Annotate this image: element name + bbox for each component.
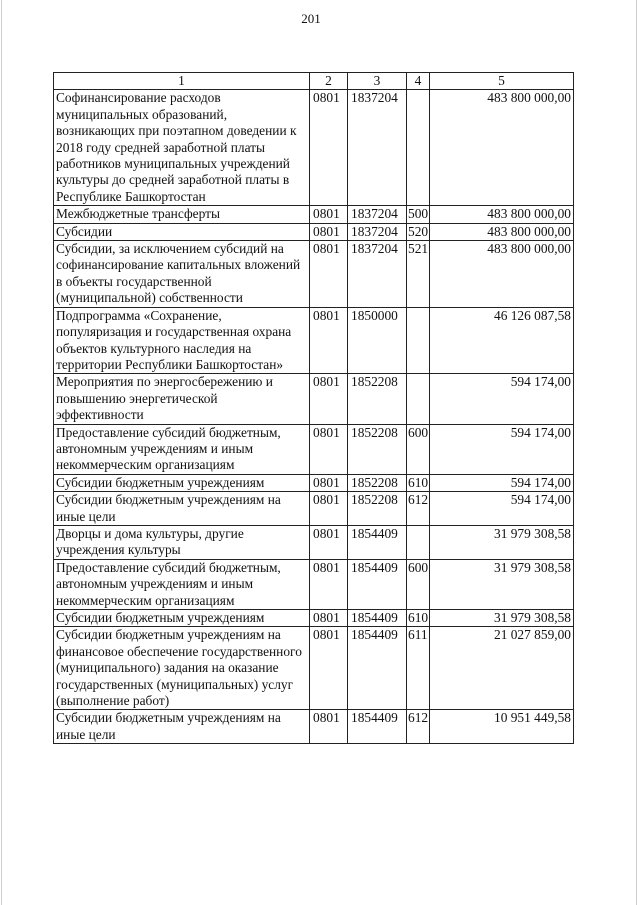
header-cell: 1 [54, 73, 310, 90]
row-expense-type-cell [407, 90, 430, 206]
table-row [54, 559, 574, 609]
row-expense-type-cell: 600 [407, 559, 430, 609]
row-name-cell: Мероприятия по энергосбережению и повышению энергетической эффективности [54, 374, 310, 424]
row-name-cell: Дворцы и дома культуры, другие учреждения культуры [54, 525, 310, 559]
row-target-cell: 1852208 [348, 492, 407, 526]
row-section-cell: 0801 [310, 627, 348, 710]
row-target-cell: 1854409 [348, 710, 407, 744]
row-expense-type-cell: 611 [407, 627, 430, 710]
table-row [54, 424, 574, 474]
row-name-cell: Субсидии бюджетным учреждениям на иные цели [54, 710, 310, 744]
right-scan-edge [636, 0, 637, 905]
row-amount-cell: 594 174,00 [430, 492, 574, 526]
row-name-cell: Предоставление субсидий бюджетным, автономным учреждениям и иным некоммерческим организациям [54, 424, 310, 474]
row-target-cell: 1852208 [348, 374, 407, 424]
row-section-cell: 0801 [310, 492, 348, 526]
row-section-cell: 0801 [310, 474, 348, 491]
table-header-row [54, 73, 574, 90]
row-target-cell: 1852208 [348, 474, 407, 491]
row-target-cell: 1850000 [348, 307, 407, 374]
table-row [54, 307, 574, 374]
row-amount-cell: 21 027 859,00 [430, 627, 574, 710]
row-target-cell: 1854409 [348, 610, 407, 627]
row-name-cell: Субсидии бюджетным учреждениям на иные цели [54, 492, 310, 526]
table-row [54, 525, 574, 559]
row-amount-cell: 46 126 087,58 [430, 307, 574, 374]
row-target-cell: 1837204 [348, 90, 407, 206]
row-expense-type-cell [407, 307, 430, 374]
table-row [54, 610, 574, 627]
left-scan-edge [1, 0, 2, 905]
budget-table [53, 72, 574, 744]
row-name-cell: Субсидии бюджетным учреждениям на финансовое обеспечение государственного (муниципального) задания на оказание государственных (муниципальных) услуг (выполнение работ) [54, 627, 310, 710]
row-target-cell: 1837204 [348, 206, 407, 223]
row-section-cell: 0801 [310, 241, 348, 308]
table-row [54, 710, 574, 744]
row-section-cell: 0801 [310, 610, 348, 627]
row-name-cell: Субсидии, за исключением субсидий на софинансирование капитальных вложений в объекты государственной (муниципальной) собственности [54, 241, 310, 308]
table-row [54, 627, 574, 710]
row-expense-type-cell: 500 [408, 206, 429, 222]
row-name-cell: Подпрограмма «Сохранение, популяризация и государственная охрана объектов культурного наследия на территории Республики Башкортостан» [54, 307, 310, 374]
row-expense-type-cell: 521 [407, 241, 430, 308]
row-section-cell: 0801 [310, 559, 348, 609]
row-name-cell: Субсидии бюджетным учреждениям [54, 610, 310, 627]
row-section-cell: 0801 [310, 307, 348, 374]
row-expense-type-cell: 610 [408, 610, 429, 625]
row-expense-type-cell: 612 [407, 492, 430, 526]
row-expense-type-cell [407, 525, 430, 559]
row-expense-type-cell: 610 [408, 474, 429, 490]
header-cell: 5 [430, 73, 574, 90]
header-cell: 4 [407, 73, 430, 90]
row-amount-cell: 10 951 449,58 [430, 710, 574, 744]
row-name-cell: Субсидии бюджетным учреждениям [54, 474, 310, 491]
row-expense-type-cell: 520 [408, 223, 429, 239]
row-name-cell: Софинансирование расходов муниципальных образований, возникающих при поэтапном доведении к 2018 году средней заработной платы работников муниципальных учреждений культуры до средней заработной платы в Республике Башкортостан [54, 90, 310, 206]
header-cell: 2 [310, 73, 348, 90]
row-amount-cell: 31 979 308,58 [430, 559, 574, 609]
row-target-cell: 1852208 [348, 424, 407, 474]
row-section-cell: 0801 [310, 90, 348, 206]
row-name-cell: Межбюджетные трансферты [54, 206, 310, 223]
row-section-cell: 0801 [310, 206, 348, 223]
row-amount-cell: 594 174,00 [430, 424, 574, 474]
row-target-cell: 1837204 [348, 223, 407, 240]
row-section-cell: 0801 [310, 223, 348, 240]
row-amount-cell: 594 174,00 [430, 374, 574, 424]
row-amount-cell: 483 800 000,00 [430, 90, 574, 206]
table-row [54, 374, 574, 424]
row-amount-cell: 594 174,00 [430, 474, 574, 491]
table-row [54, 241, 574, 308]
row-amount-cell: 483 800 000,00 [430, 241, 574, 308]
row-amount-cell: 483 800 000,00 [430, 223, 574, 240]
row-name-cell: Субсидии [54, 223, 310, 240]
row-expense-type-cell: 600 [407, 424, 430, 474]
row-target-cell: 1854409 [348, 525, 407, 559]
row-amount-cell: 483 800 000,00 [430, 206, 574, 223]
table-row [54, 206, 574, 223]
row-amount-cell: 31 979 308,58 [430, 610, 574, 627]
row-section-cell: 0801 [310, 374, 348, 424]
row-amount-cell: 31 979 308,58 [430, 525, 574, 559]
row-target-cell: 1854409 [348, 627, 407, 710]
row-section-cell: 0801 [310, 424, 348, 474]
page-number: 201 [301, 11, 321, 26]
row-target-cell: 1837204 [348, 241, 407, 308]
row-section-cell: 0801 [310, 710, 348, 744]
table-row [54, 90, 574, 206]
row-expense-type-cell: 612 [407, 710, 430, 744]
header-cell: 3 [348, 73, 407, 90]
row-expense-type-cell [407, 374, 430, 424]
table-row [54, 474, 574, 491]
row-name-cell: Предоставление субсидий бюджетным, автономным учреждениям и иным некоммерческим организациям [54, 559, 310, 609]
row-target-cell: 1854409 [348, 559, 407, 609]
table-row [54, 223, 574, 240]
row-section-cell: 0801 [310, 525, 348, 559]
table-row [54, 492, 574, 526]
